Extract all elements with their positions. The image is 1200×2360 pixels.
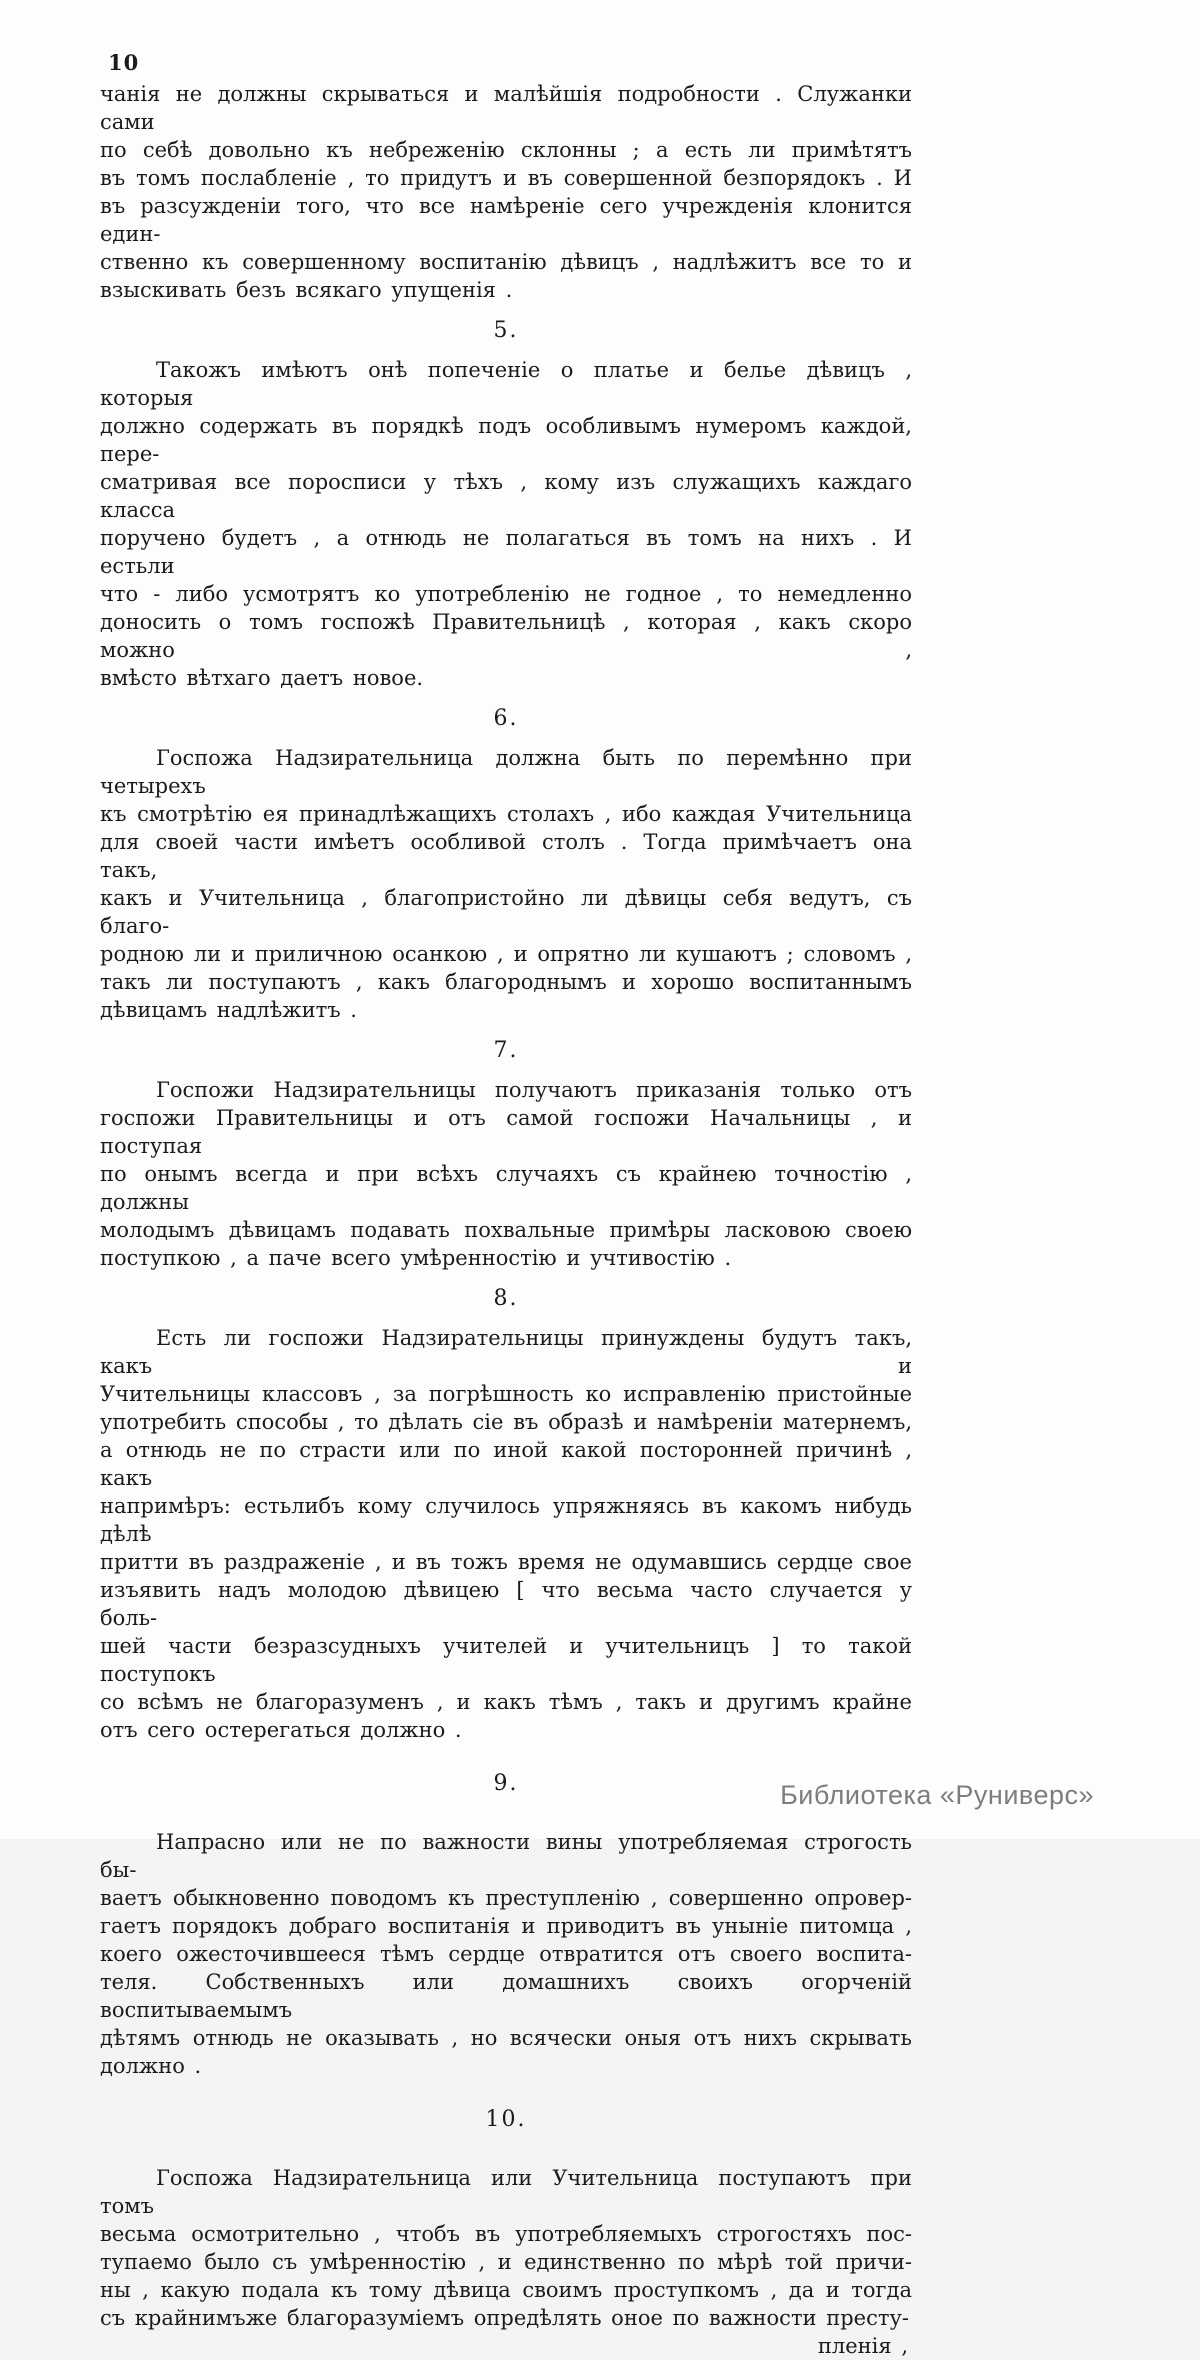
text-line: коего ожесточившееся тѣмъ сердце отвратится отъ своего воспита- (100, 1942, 912, 1966)
text-line: дѣвицамъ надлѣжитъ . (100, 998, 357, 1022)
text-line: весьма осмотрительно , чтобъ въ употребляемыхъ строгостяхъ пос- (100, 2222, 912, 2246)
paragraph (100, 1828, 912, 2080)
text-line: поступкою , а паче всего умѣренностію и учтивостію . (100, 1246, 732, 1270)
text-line: сматривая все поросписи у тѣхъ , кому изъ служащихъ каждаго класса (100, 470, 912, 522)
text-line: молодымъ дѣвицамъ подавать похвальные примѣры ласковою своею (100, 1218, 912, 1242)
section-heading: 5. (493, 318, 519, 343)
text-line: гаетъ порядокъ добраго воспитанія и приводитъ въ уныніе питомца , (100, 1914, 912, 1938)
section-heading: 8. (493, 1286, 519, 1311)
text-line: взыскивать безъ всякаго упущенія . (100, 278, 513, 302)
text-line: съ крайнимъже благоразуміемъ опредѣлять оное по важности престу- (100, 2306, 909, 2330)
text-line: чанія не должны скрываться и малѣйшія подробности . Служанки сами (100, 82, 912, 134)
text-line: въ томъ послабленіе , то придутъ и въ совершенной безпорядокъ . И (100, 166, 912, 190)
text-line: вмѣсто вѣтхаго даетъ новое. (100, 666, 424, 690)
paragraph (100, 1076, 912, 1272)
paragraph (100, 1324, 912, 1744)
text-line: Госпожа Надзирательница или Учительница поступаютъ при томъ (100, 2166, 912, 2218)
text-line: что - либо усмотрятъ ко употребленію не годное , то немедленно (100, 582, 912, 606)
section-heading: 9. (493, 1771, 519, 1796)
catchword: пленія , (817, 2334, 908, 2358)
text-line: госпожи Правительницы и отъ самой госпожи Начальницы , и поступая (100, 1106, 912, 1158)
paragraph (100, 744, 912, 1024)
text-line: родною ли и приличною осанкою , и опрятно ли кушаютъ ; словомъ , (100, 942, 912, 966)
paragraph (100, 356, 912, 692)
text-line: Напрасно или не по важности вины употребляемая строгость бы- (100, 1830, 912, 1882)
text-line: со всѣмъ не благоразуменъ , и какъ тѣмъ , такъ и другимъ крайне (100, 1690, 912, 1714)
section-heading: 7. (493, 1038, 519, 1063)
text-line: напримѣръ: естьлибъ кому случилось упряжняясь въ какомъ нибудь дѣлѣ (100, 1494, 912, 1546)
text-line: Есть ли госпожи Надзирательницы принуждены будутъ такъ, какъ и (100, 1326, 912, 1378)
section-heading: 6. (493, 706, 519, 731)
text-line: Госпожи Надзирательницы получаютъ приказанія только отъ (156, 1078, 912, 1102)
text-line: ственно къ совершенному воспитанію дѣвицъ , надлѣжитъ все то и (100, 250, 912, 274)
text-line: притти въ раздраженіе , и въ тожъ время не одумавшись сердце свое (100, 1550, 912, 1574)
text-line: Учительницы классовъ , за погрѣшность ко исправленію пристойные (100, 1382, 912, 1406)
text-line: употребить способы , то дѣлать сіе въ образѣ и намѣреніи матернемъ, (100, 1410, 912, 1434)
text-line: должно содержать въ порядкѣ подъ особливымъ нумеромъ каждой, пере- (100, 414, 912, 466)
text-line: теля. Собственныхъ или домашнихъ своихъ огорченій воспитываемымъ (100, 1970, 912, 2022)
text-line: доносить о томъ госпожѣ Правительницѣ , которая , какъ скоро можно , (100, 610, 912, 662)
text-line: ваетъ обыкновенно поводомъ къ преступленію , совершенно опровер- (100, 1886, 912, 1910)
text-line: по онымъ всегда и при всѣхъ случаяхъ съ крайнею точностію , должны (100, 1162, 912, 1214)
text-line: тупаемо было съ умѣренностію , и единственно по мѣрѣ той причи- (100, 2250, 912, 2274)
library-watermark: Библиотека «Руниверс» (780, 1780, 1094, 1810)
text-line: Госпожа Надзирательница должна быть по перемѣнно при четырехъ (100, 746, 912, 798)
text-line: такъ ли поступаютъ , какъ благороднымъ и хорошо воспитаннымъ (100, 970, 912, 994)
text-line: какъ и Учительница , благопристойно ли дѣвицы себя ведутъ, съ благо- (100, 886, 912, 938)
page-number: 10 (108, 50, 140, 75)
text-line: Такожъ имѣютъ онѣ попеченіе о платье и белье дѣвицъ , которыя (100, 358, 912, 410)
text-line: по себѣ довольно къ небреженію склонны ; а есть ли примѣтятъ (100, 138, 912, 162)
section-heading: 10. (485, 2107, 527, 2132)
text-line: шей части безразсудныхъ учителей и учительницъ ] то такой поступокъ (100, 1634, 912, 1686)
text-line: а отнюдь не по страсти или по иной какой посторонней причинѣ , какъ (100, 1438, 912, 1490)
text-line: для своей части имѣетъ особливой столъ . Тогда примѣчаетъ она такъ, (100, 830, 912, 882)
text-line: изъявить надъ молодою дѣвицею [ что весьма часто случается у боль- (100, 1578, 912, 1630)
paragraph (100, 80, 912, 304)
paragraph (100, 2164, 912, 2360)
text-line: должно . (100, 2054, 202, 2078)
text-line: въ разсужденіи того, что все намѣреніе сего учрежденія клонится един- (100, 194, 912, 246)
text-line: дѣтямъ отнюдь не оказывать , но всячески оныя отъ нихъ скрывать (100, 2026, 912, 2050)
text-line: отъ сего остерегаться должно . (100, 1718, 462, 1742)
text-line: ны , какую подала къ тому дѣвица своимъ проступкомъ , да и тогда (100, 2278, 912, 2302)
text-line: поручено будетъ , а отнюдь не полагаться въ томъ на нихъ . И естьли (100, 526, 912, 578)
text-line: къ смотрѣтію ея принадлѣжащихъ столахъ , ибо каждая Учительница (100, 802, 912, 826)
text-block (100, 80, 912, 2360)
